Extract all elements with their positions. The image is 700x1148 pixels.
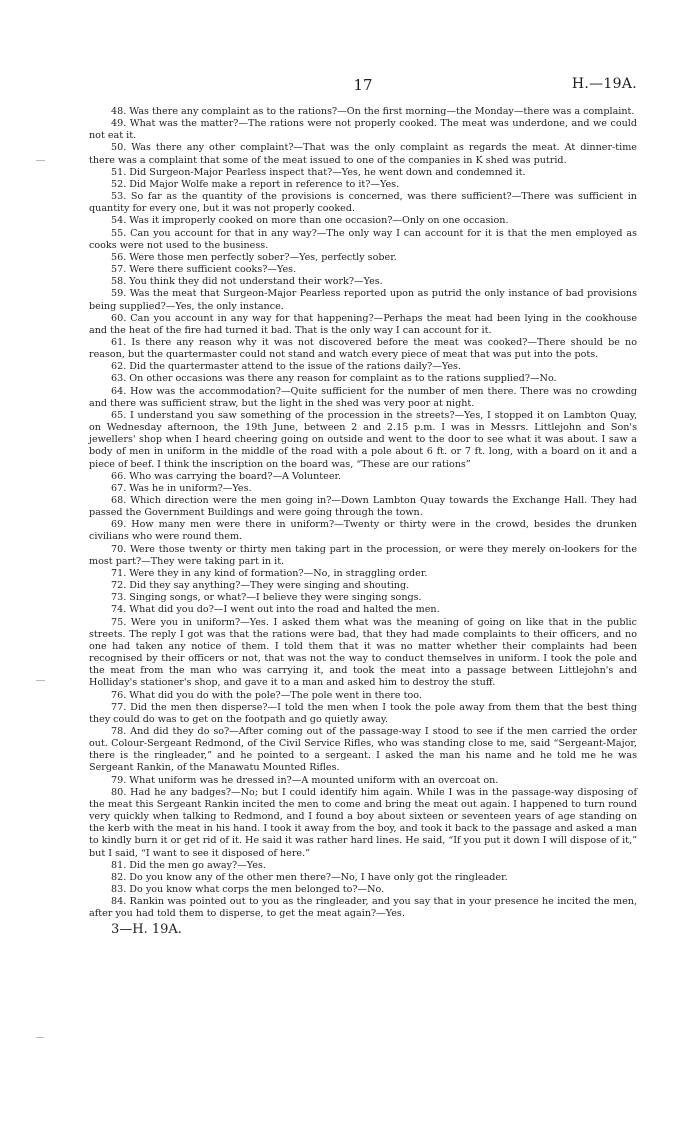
testimony-paragraph: 59. Was the meat that Surgeon-Major Pearless reported upon as putrid the only instance of bad provisions being supplied?—Yes, the only instance. (89, 288, 637, 312)
testimony-paragraph: 80. Had he any badges?—No; but I could identify him again. While I was in the passage-way disposing of the meat this Sergeant Rankin incited the men to come and bring the meat out again. I happened to turn round very quickly when talking to Redmond, and I found a boy about sixteen or seventeen years of age standing on the kerb with the meat in his hand. I took it away from the boy, and took it back to the passage and asked a man to kindly burn it or get rid of it. He said it was rather hard lines. He said, “If you put it down I will dispose of it,” but I said, “I want to see it disposed of here.” (89, 786, 637, 859)
testimony-paragraph: 72. Did they say anything?—They were singing and shouting. (111, 580, 410, 592)
signature-mark: 3—H. 19A. (111, 922, 182, 938)
margin-mark (36, 160, 45, 161)
testimony-paragraph: 84. Rankin was pointed out to you as the ringleader, and you say that in your presence he incited the men, after you had told them to disperse, to get the meat again?—Yes. (89, 896, 637, 920)
testimony-paragraph: 68. Which direction were the men going in?—Down Lambton Quay towards the Exchange Hall. They had passed the Government Buildings and were going through the town. (89, 495, 637, 519)
testimony-paragraph: 61. Is there any reason why it was not discovered before the meat was cooked?—There should be no reason, but the quartermaster could not stand and watch every piece of meat that was put into the pots. (89, 336, 637, 361)
testimony-paragraph: 82. Do you know any of the other men there?—No, I have only got the ringleader. (111, 871, 508, 883)
testimony-paragraph: 57. Were there sufficient cooks?—Yes. (111, 264, 297, 276)
testimony-paragraph: 53. So far as the quantity of the provisions is concerned, was there sufficient?—There was sufficient in quantity for every one, but it was not properly cooked. (89, 191, 637, 215)
page-number: 17 (353, 76, 373, 94)
testimony-paragraph: 63. On other occasions was there any reason for complaint as to the rations supplied?—No. (111, 373, 557, 385)
document-code: H.—19A. (571, 76, 637, 92)
testimony-paragraph: 78. And did they do so?—After coming out of the passage-way I stood to see if the men carried the order out. Colour-Sergeant Redmond, of the Civil Service Rifles, who was standing close to me, said “Sergeant-Major, there is the ringleader,” and he pointed to a sergeant. I asked the man his name and he told me he was Sergeant Rankin, of the Manawatu Mounted Rifles. (89, 725, 637, 774)
testimony-paragraph: 49. What was the matter?—The rations were not properly cooked. The meat was underdone, and we could not eat it. (89, 118, 637, 142)
document-page (89, 76, 637, 937)
testimony-paragraph: 54. Was it improperly cooked on more than one occasion?—Only on one occasion. (111, 215, 509, 227)
testimony-paragraph: 71. Were they in any kind of formation?—No, in straggling order. (111, 567, 428, 579)
margin-mark (36, 680, 45, 681)
testimony-paragraph: 66. Who was carrying the board?—A Volunteer. (111, 470, 342, 482)
testimony-paragraph: 81. Did the men go away?—Yes. (111, 859, 266, 871)
testimony-paragraph: 75. Were you in uniform?—Yes. I asked them what was the meaning of going on like that in the public streets. The reply I got was that the rations were bad, that they had made complaints to their officers, and no one had taken any notice of them. I told them that it was no matter whether their complaints had been recognised by their officers or not, that was not the way to conduct themselves in uniform. I took the pole and the meat from the man who was carrying it, and took the meat into a passage between Littlejohn's and Holliday's stationer's shop, and gave it to a man and asked him to destroy the stuff. (89, 616, 637, 689)
testimony-paragraph: 62. Did the quartermaster attend to the issue of the rations daily?—Yes. (111, 361, 462, 373)
testimony-paragraph: 77. Did the men then disperse?—I told the men when I took the pole away from them that the best thing they could do was to get on the footpath and go quietly away. (89, 701, 637, 725)
testimony-paragraph: 74. What did you do?—I went out into the road and halted the men. (111, 604, 440, 616)
testimony-paragraph: 48. Was there any complaint as to the rations?—On the first morning—the Monday—there was a complaint. (111, 106, 635, 117)
testimony-paragraph: 65. I understand you saw something of the procession in the streets?—Yes, I stopped it on Lambton Quay, on Wednesday afternoon, the 19th June, between 2 and 2.15 p.m. I was in Messrs. Littlejohn and Son's jewellers' shop when I heard cheering going on outside and went to the door to see what it was about. I saw a body of men in uniform in the middle of the road with a pole about 6 ft. or 7 ft. long, with a board on it and a piece of beef. I think the inscription on the board was, “These are our rations” (89, 409, 637, 470)
testimony-paragraph: 60. Can you account in any way for that happening?—Perhaps the meat had been lying in the cookhouse and the heat of the fire had turned it bad. That is the only way I can account for it. (89, 312, 637, 336)
testimony-paragraph: 79. What uniform was he dressed in?—A mounted uniform with an overcoat on. (111, 774, 499, 786)
testimony-paragraph: 58. You think they did not understand their work?—Yes. (111, 276, 383, 288)
testimony-paragraph: 50. Was there any other complaint?—That was the only complaint as regards the meat. At dinner-time there was a complaint that some of the meat issued to one of the companies in K shed was putrid. (89, 142, 637, 166)
testimony-body (89, 106, 637, 920)
testimony-paragraph: 83. Do you know what corps the men belonged to?—No. (111, 884, 385, 895)
testimony-paragraph: 51. Did Surgeon-Major Pearless inspect that?—Yes, he went down and condemned it. (111, 166, 526, 178)
testimony-paragraph: 64. How was the accommodation?—Quite sufficient for the number of men there. There was no crowding and there was sufficient straw, but the light in the shed was very poor at night. (89, 385, 637, 409)
testimony-paragraph: 73. Singing songs, or what?—I believe they were singing songs. (111, 592, 422, 604)
margin-mark (36, 1037, 44, 1038)
testimony-paragraph: 69. How many men were there in uniform?—Twenty or thirty were in the crowd, besides the drunken civilians who were round them. (89, 519, 637, 543)
testimony-paragraph: 76. What did you do with the pole?—The pole went in there too. (111, 689, 422, 701)
testimony-paragraph: 70. Were those twenty or thirty men taking part in the procession, or were they merely on-lookers for the most part?—They were taking part in it. (89, 543, 637, 567)
testimony-paragraph: 56. Were those men perfectly sober?—Yes, perfectly sober. (111, 251, 397, 263)
testimony-paragraph: 55. Can you account for that in any way?—The only way I can account for it is that the men employed as cooks were not used to the business. (89, 227, 637, 251)
page-header (89, 76, 637, 98)
testimony-paragraph: 52. Did Major Wolfe make a report in reference to it?—Yes. (111, 178, 400, 190)
testimony-paragraph: 67. Was he in uniform?—Yes. (111, 482, 252, 494)
